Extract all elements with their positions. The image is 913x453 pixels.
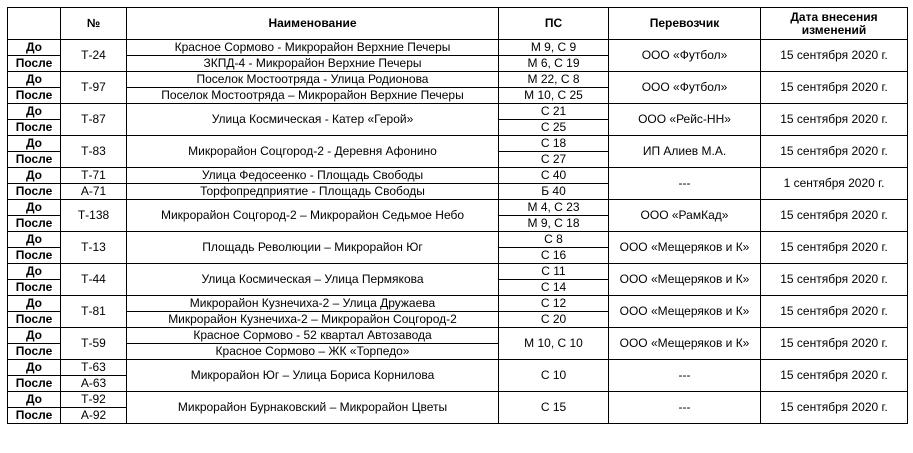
route-number: Т-71 [61,168,127,184]
route-ps: С 25 [499,120,609,136]
before-label: До [8,72,61,88]
route-number: Т-92 [61,392,127,408]
route-name: Микрорайон Соцгород-2 – Микрорайон Седьмое Небо [127,200,499,232]
before-label: До [8,200,61,216]
route-carrier: ООО «Мещеряков и К» [609,296,761,328]
header-row [8,8,908,40]
before-label: До [8,296,61,312]
table-row-before [8,328,908,344]
route-carrier: ООО «Футбол» [609,72,761,104]
routes-table [7,7,908,424]
route-name: Площадь Революции – Микрорайон Юг [127,232,499,264]
table-row-before [8,72,908,88]
before-label: До [8,264,61,280]
table-row-before [8,136,908,152]
route-ps: Б 40 [499,184,609,200]
route-carrier: --- [609,168,761,200]
route-date: 15 сентября 2020 г. [761,264,908,296]
route-number: Т-24 [61,40,127,72]
route-date: 15 сентября 2020 г. [761,136,908,168]
before-label: До [8,136,61,152]
after-label: После [8,344,61,360]
before-label: До [8,360,61,376]
route-name: Улица Космическая – Улица Пермякова [127,264,499,296]
after-label: После [8,56,61,72]
route-ps: М 4, С 23 [499,200,609,216]
route-ps: М 9, С 18 [499,216,609,232]
route-ps: С 11 [499,264,609,280]
route-date: 15 сентября 2020 г. [761,328,908,360]
route-date: 15 сентября 2020 г. [761,392,908,424]
after-label: После [8,248,61,264]
route-ps: С 27 [499,152,609,168]
route-name: Красное Сормово - Микрорайон Верхние Печеры [127,40,499,56]
table-row-before [8,168,908,184]
header-ps: ПС [499,8,609,40]
route-ps: М 22, С 8 [499,72,609,88]
route-number: Т-81 [61,296,127,328]
after-label: После [8,280,61,296]
route-ps: М 10, С 25 [499,88,609,104]
route-ps: С 40 [499,168,609,184]
table-row-before [8,392,908,408]
route-number: Т-83 [61,136,127,168]
after-label: После [8,408,61,424]
route-ps: С 8 [499,232,609,248]
route-number: А-71 [61,184,127,200]
route-date: 15 сентября 2020 г. [761,72,908,104]
route-number: А-92 [61,408,127,424]
route-number: А-63 [61,376,127,392]
route-name: Микрорайон Бурнаковский – Микрорайон Цветы [127,392,499,424]
route-name: Микрорайон Юг – Улица Бориса Корнилова [127,360,499,392]
route-name: Поселок Мостоотряда – Микрорайон Верхние Печеры [127,88,499,104]
route-ps: С 15 [499,392,609,424]
after-label: После [8,120,61,136]
before-label: До [8,104,61,120]
table-row-before [8,200,908,216]
route-ps: С 20 [499,312,609,328]
route-number: Т-97 [61,72,127,104]
route-date: 15 сентября 2020 г. [761,104,908,136]
route-name: Торфопредприятие - Площадь Свободы [127,184,499,200]
route-name: ЗКПД-4 - Микрорайон Верхние Печеры [127,56,499,72]
routes-body [8,40,908,424]
after-label: После [8,312,61,328]
route-ps: С 16 [499,248,609,264]
before-label: До [8,232,61,248]
after-label: После [8,88,61,104]
route-ps: М 10, С 10 [499,328,609,360]
route-carrier: ООО «Мещеряков и К» [609,264,761,296]
after-label: После [8,376,61,392]
route-name: Улица Космическая - Катер «Герой» [127,104,499,136]
route-ps: С 21 [499,104,609,120]
route-carrier: ООО «Мещеряков и К» [609,328,761,360]
route-carrier: ООО «Футбол» [609,40,761,72]
table-row-before [8,360,908,376]
route-ps: С 14 [499,280,609,296]
route-carrier: --- [609,392,761,424]
route-ps: С 10 [499,360,609,392]
route-number: Т-44 [61,264,127,296]
route-ps: М 9, С 9 [499,40,609,56]
route-number: Т-59 [61,328,127,360]
route-name: Красное Сормово – ЖК «Торпедо» [127,344,499,360]
header-number: № [61,8,127,40]
route-name: Микрорайон Кузнечиха-2 – Микрорайон Соцгород-2 [127,312,499,328]
route-date: 1 сентября 2020 г. [761,168,908,200]
route-number: Т-13 [61,232,127,264]
route-date: 15 сентября 2020 г. [761,40,908,72]
header-label [8,8,61,40]
route-date: 15 сентября 2020 г. [761,296,908,328]
before-label: До [8,392,61,408]
route-name: Красное Сормово - 52 квартал Автозавода [127,328,499,344]
table-row-before [8,264,908,280]
header-carrier: Перевозчик [609,8,761,40]
route-date: 15 сентября 2020 г. [761,200,908,232]
header-date: Дата внесения изменений [761,8,908,40]
route-name: Поселок Мостоотряда - Улица Родионова [127,72,499,88]
route-ps: М 6, С 19 [499,56,609,72]
after-label: После [8,152,61,168]
route-carrier: --- [609,360,761,392]
table-row-before [8,104,908,120]
before-label: До [8,40,61,56]
before-label: До [8,168,61,184]
route-date: 15 сентября 2020 г. [761,232,908,264]
route-ps: С 12 [499,296,609,312]
route-number: Т-138 [61,200,127,232]
header-name: Наименование [127,8,499,40]
route-name: Микрорайон Кузнечиха-2 – Улица Дружаева [127,296,499,312]
route-carrier: ООО «РамКад» [609,200,761,232]
route-name: Микрорайон Соцгород-2 - Деревня Афонино [127,136,499,168]
route-carrier: ИП Алиев М.А. [609,136,761,168]
after-label: После [8,216,61,232]
route-date: 15 сентября 2020 г. [761,360,908,392]
route-carrier: ООО «Рейс-НН» [609,104,761,136]
route-carrier: ООО «Мещеряков и К» [609,232,761,264]
route-name: Улица Федосеенко - Площадь Свободы [127,168,499,184]
after-label: После [8,184,61,200]
route-number: Т-63 [61,360,127,376]
route-ps: С 18 [499,136,609,152]
before-label: До [8,328,61,344]
route-number: Т-87 [61,104,127,136]
table-row-before [8,296,908,312]
table-row-before [8,40,908,56]
table-row-before [8,232,908,248]
